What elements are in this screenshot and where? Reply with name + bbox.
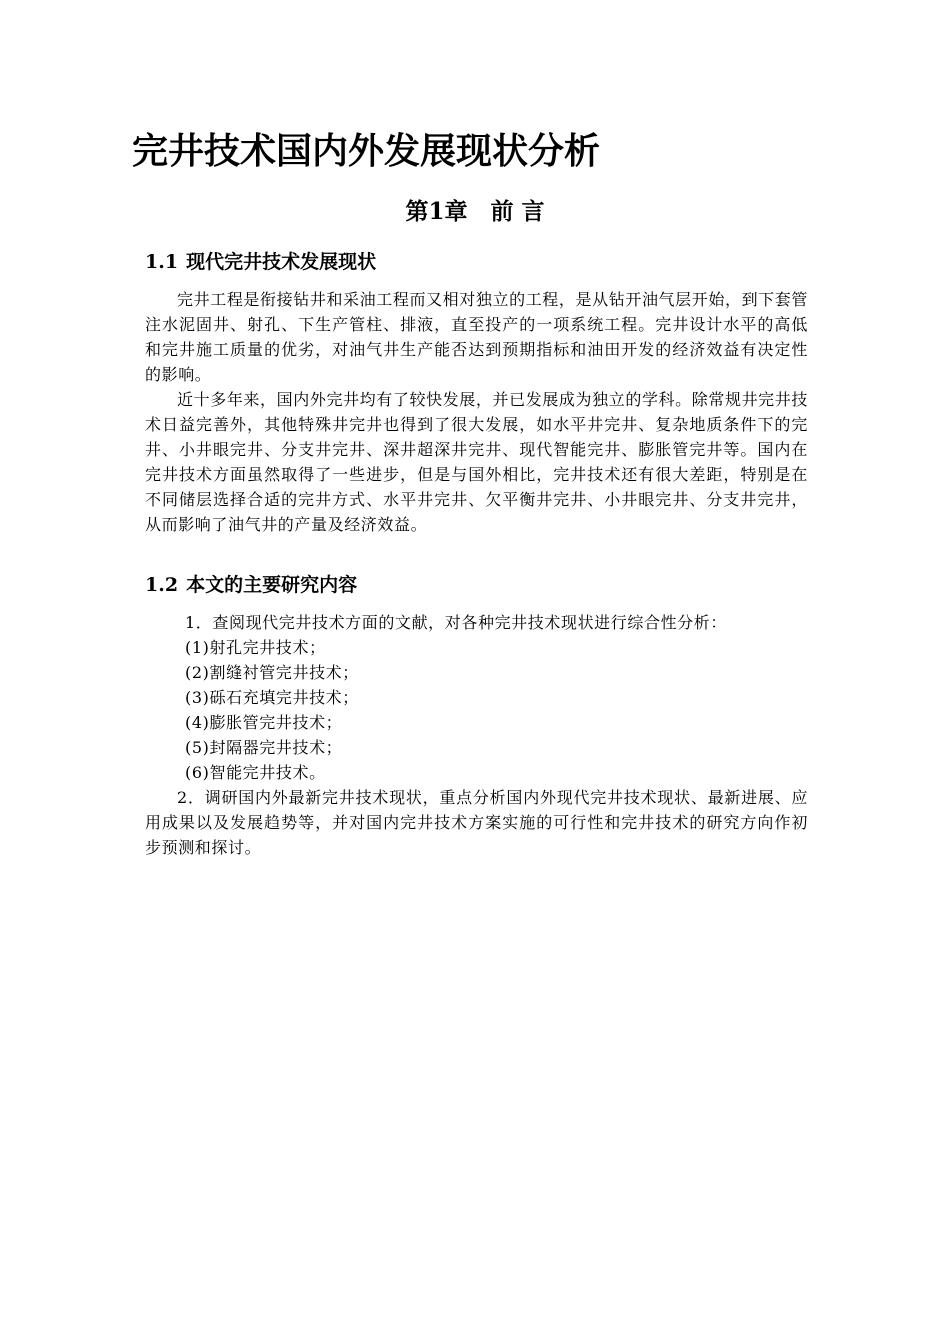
section-title: 现代完井技术发展现状 bbox=[186, 251, 377, 273]
chapter-heading: 第1章 前 言 bbox=[405, 198, 545, 225]
paragraph-3: 2．调研国内外最新完井技术现状，重点分析国内外现代完井技术现状、最新进展、应用成果以及发展趋势等，并对国内完井技术方案实施的可行性和完井技术的研究方向作初步预测和探讨。 bbox=[145, 788, 808, 857]
list-item: (3)砾石充填完井技术； bbox=[185, 688, 359, 707]
list-item: 1．查阅现代完井技术方面的文献，对各种完井技术现状进行综合性分析： bbox=[185, 613, 727, 632]
section-number: 1.1 bbox=[145, 251, 179, 273]
section-heading-1-1 bbox=[145, 248, 376, 276]
list-item: (5)封隔器完井技术； bbox=[185, 738, 343, 757]
document-title: 完井技术国内外发展现状分析 bbox=[132, 131, 601, 172]
section-heading-1-2 bbox=[145, 571, 357, 599]
list-item: (1)射孔完井技术； bbox=[185, 638, 326, 657]
list-item: (4)膨胀管完井技术； bbox=[185, 713, 343, 732]
list-item: (2)割缝衬管完井技术； bbox=[185, 663, 359, 682]
list-item: (6)智能完井技术。 bbox=[185, 763, 326, 782]
section-number: 1.2 bbox=[145, 574, 179, 596]
paragraph-1: 完井工程是衔接钻井和采油工程而又相对独立的工程，是从钻开油气层开始，到下套管注水泥固井、射孔、下生产管柱、排液，直至投产的一项系统工程。完井设计水平的高低和完井施工质量的优劣，对油气井生产能否达到预期指标和油田开发的经济效益有决定性的影响。 bbox=[145, 290, 808, 384]
paragraph-2: 近十多年来，国内外完井均有了较快发展，并已发展成为独立的学科。除常规井完井技术日益完善外，其他特殊井完井也得到了很大发展，如水平井完井、复杂地质条件下的完井、小井眼完井、分支井完井、深井超深井完井、现代智能完井、膨胀管完井等。国内在完井技术方面虽然取得了一些进步，但是与国外相比，完井技术还有很大差距，特别是在不同储层选择合适的完井方式、水平井完井、欠平衡井完井、小井眼完井、分支井完井，从而影响了油气井的产量及经济效益。 bbox=[145, 390, 808, 534]
section-title: 本文的主要研究内容 bbox=[186, 574, 358, 596]
research-content-list bbox=[145, 610, 808, 785]
